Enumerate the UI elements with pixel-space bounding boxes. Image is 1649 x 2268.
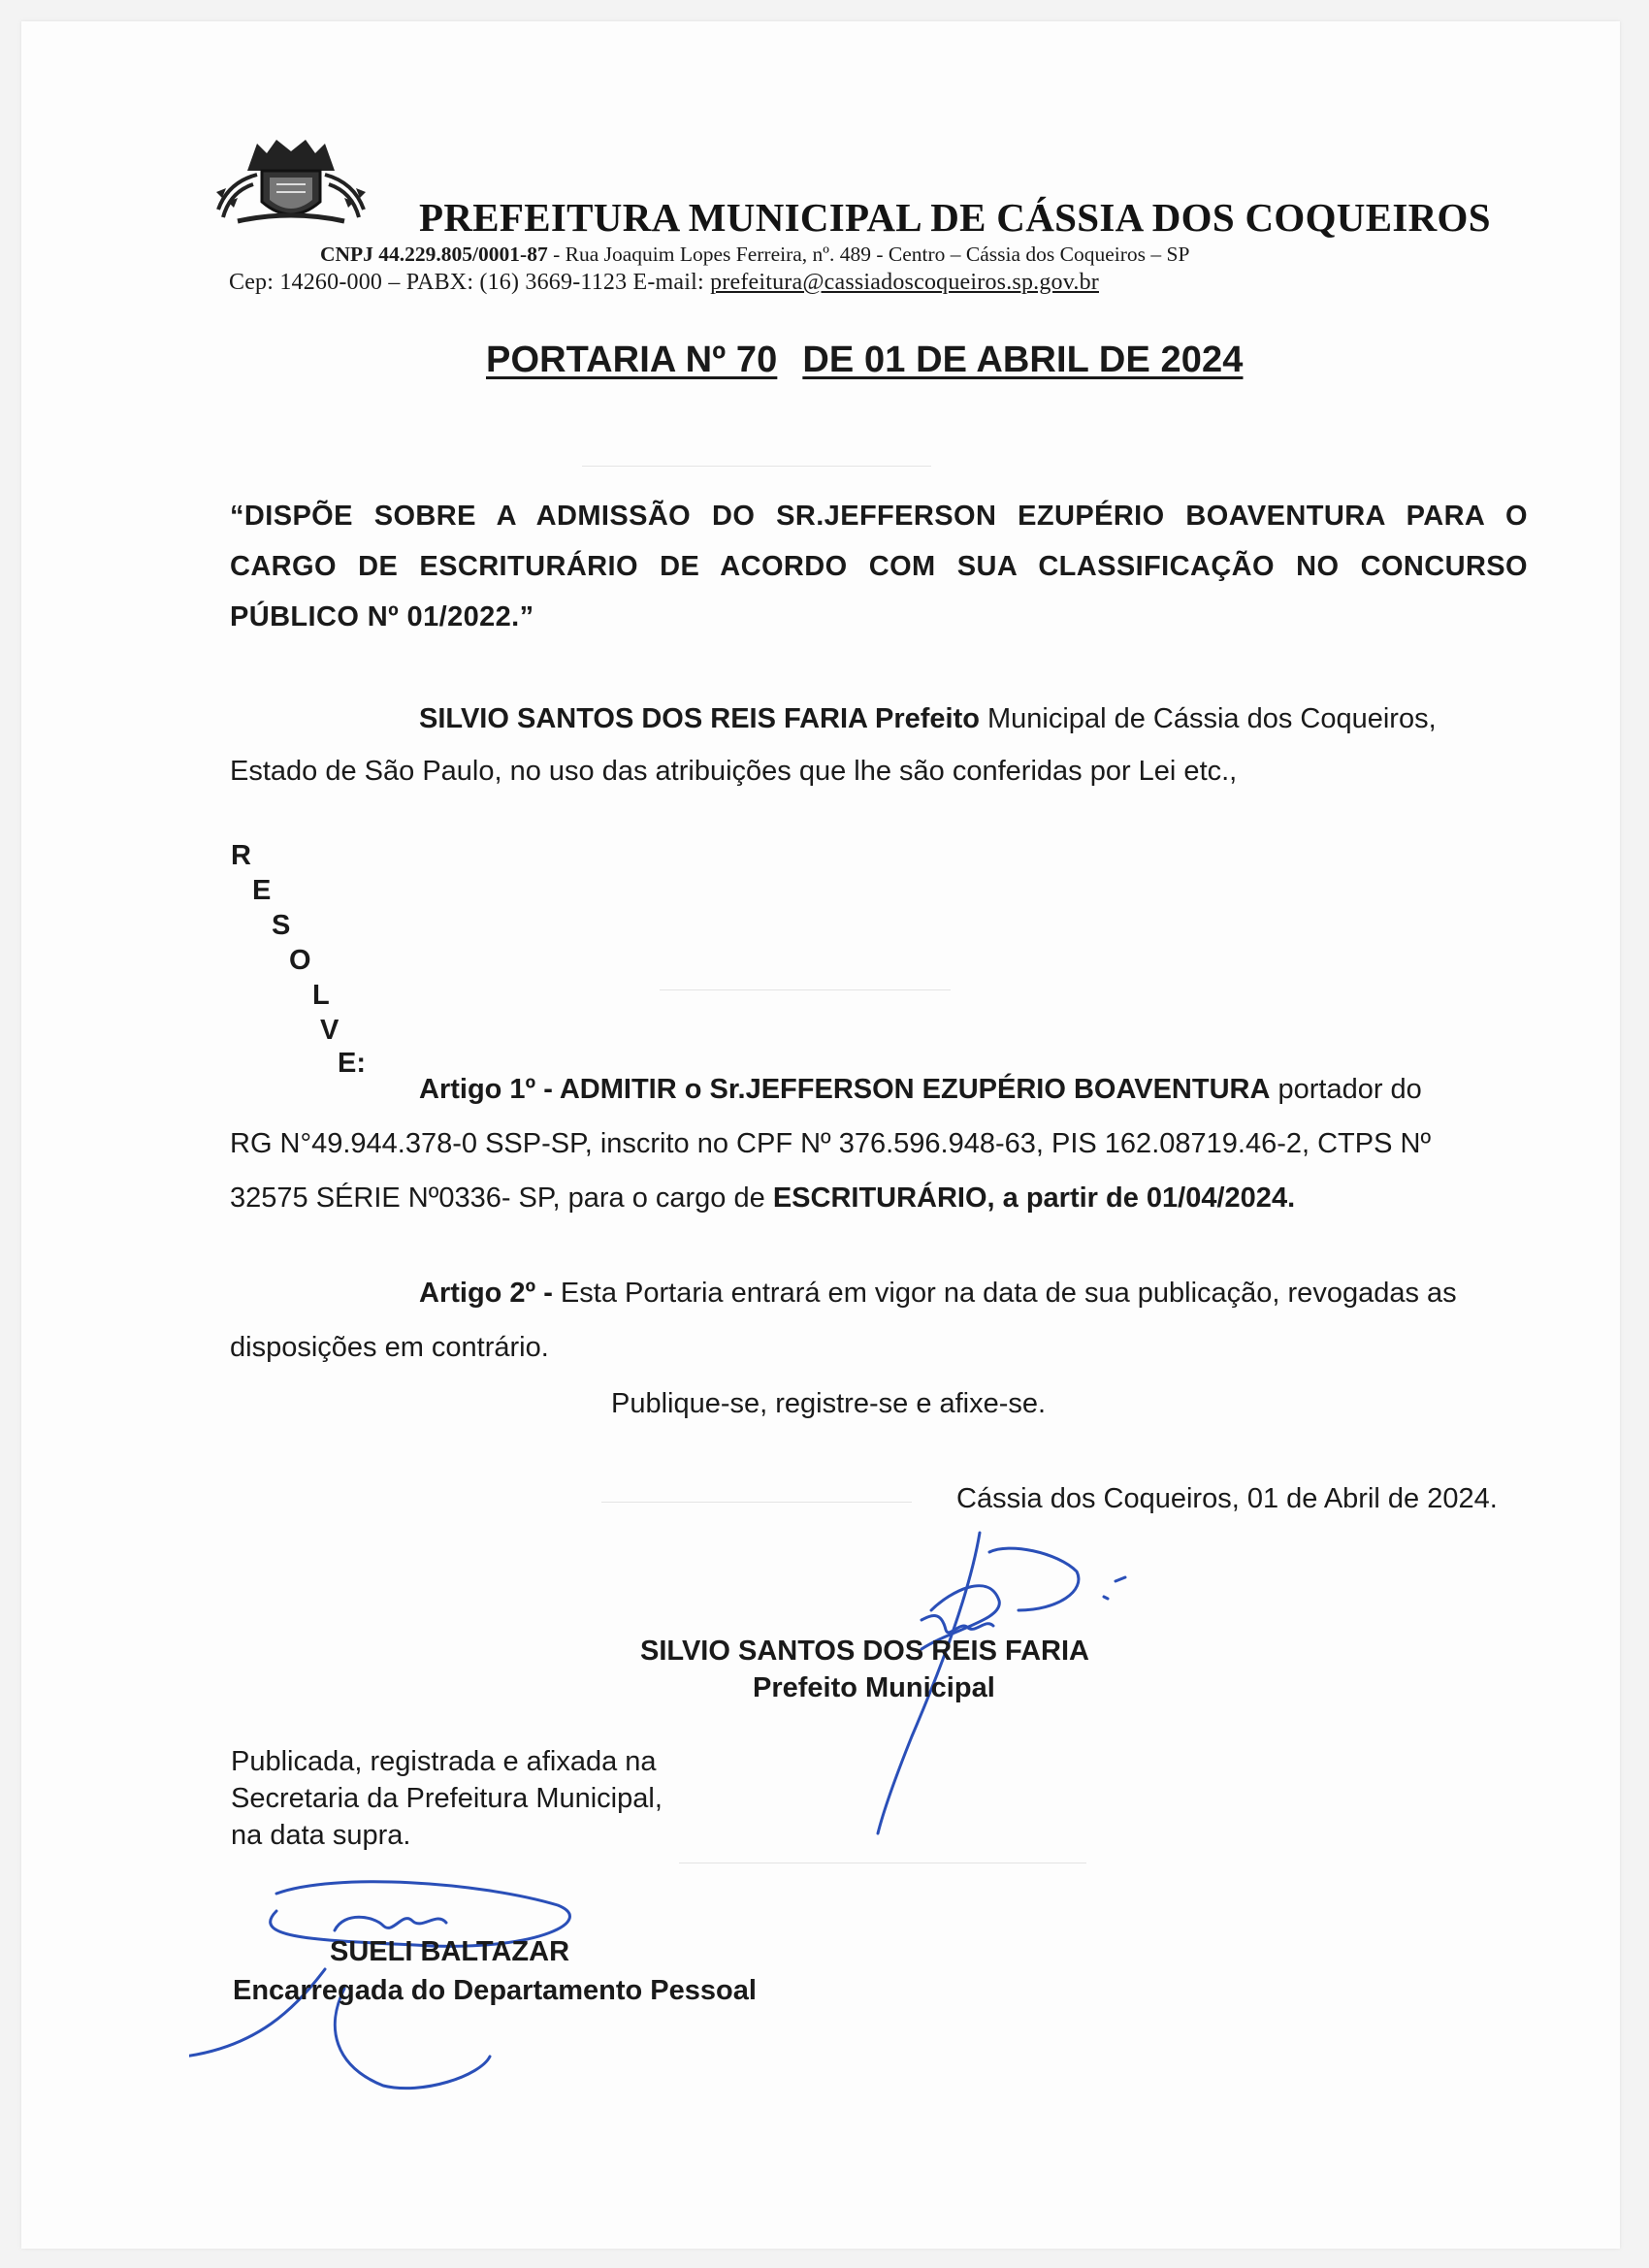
publique-line: Publique-se, registre-se e afixe-se. (611, 1388, 1047, 1419)
coat-of-arms-icon (209, 134, 373, 231)
cnpj-address-line (320, 243, 1189, 267)
ementa-block (230, 491, 1528, 642)
artigo-2-line-1 (419, 1267, 1457, 1319)
artigo-2-label: Artigo 2º - (419, 1278, 553, 1309)
mayor-role: Prefeito Municipal (753, 1672, 995, 1703)
preamble-text: Municipal de Cássia dos Coqueiros, (979, 703, 1437, 734)
portaria-date: DE 01 DE ABRIL DE 2024 (802, 340, 1244, 380)
resolve-letter: E: (338, 1048, 366, 1079)
email-link[interactable]: prefeitura@cassiadoscoqueiros.sp.gov.br (710, 270, 1099, 295)
artigo-1-line-2: RG N°49.944.378-0 SSP-SP, inscrito no CPF Nº 376.596.948-63, PIS 162.08719.46-2, CTPS Nº (230, 1128, 1432, 1159)
address-text: - Rua Joaquim Lopes Ferreira, nº. 489 - Centro – Cássia dos Coqueiros – SP (547, 243, 1190, 266)
artigo-2-text: Esta Portaria entrará em vigor na data de sua publicação, revogadas as (552, 1278, 1457, 1309)
scan-noise (660, 989, 951, 990)
portaria-title (486, 340, 1243, 381)
resolve-letter: V (320, 1015, 340, 1046)
municipality-title: PREFEITURA MUNICIPAL DE CÁSSIA DOS COQUEIROS (419, 195, 1491, 240)
artigo-1-line-3 (230, 1172, 1295, 1224)
ementa-line: “DISPÕE SOBRE A ADMISSÃO DO SR.JEFFERSON EZUPÉRIO BOAVENTURA PARA O (230, 501, 1528, 532)
resolve-letter: E (252, 875, 272, 906)
ementa-line: PÚBLICO Nº 01/2022.” (230, 601, 534, 632)
resolve-letter: R (231, 840, 251, 871)
ementa-line: CARGO DE ESCRITURÁRIO DE ACORDO COM SUA CLASSIFICAÇÃO NO CONCURSO (230, 551, 1528, 582)
artigo-1-label: Artigo 1º - ADMITIR o Sr.JEFFERSON EZUPÉRIO BOAVENTURA (419, 1074, 1271, 1105)
mayor-name: SILVIO SANTOS DOS REIS FARIA (640, 1636, 1089, 1667)
resolve-letter: O (289, 945, 311, 976)
artigo-1-text: portador do (1270, 1074, 1422, 1105)
resolve-letter: S (272, 910, 291, 941)
resolve-letter: L (312, 980, 330, 1011)
preamble-line-1 (419, 693, 1437, 745)
portaria-number: PORTARIA Nº 70 (486, 340, 778, 380)
contact-text: Cep: 14260-000 – PABX: (16) 3669-1123 E-mail: (229, 270, 711, 295)
scan-noise (582, 466, 931, 467)
publication-note-line: na data supra. (231, 1820, 411, 1851)
publication-note-line: Secretaria da Prefeitura Municipal, (231, 1783, 663, 1814)
cnpj-text: CNPJ 44.229.805/0001-87 (320, 243, 548, 266)
hr-name: SUELI BALTAZAR (330, 1936, 570, 1967)
mayor-name-inline: SILVIO SANTOS DOS REIS FARIA Prefeito (419, 703, 980, 734)
artigo-2-line-2: disposições em contrário. (230, 1332, 549, 1363)
publication-note-line: Publicada, registrada e afixada na (231, 1746, 657, 1777)
artigo-1-cargo: ESCRITURÁRIO, a partir de 01/04/2024. (772, 1183, 1296, 1214)
artigo-1-line-1 (419, 1063, 1422, 1116)
hr-role: Encarregada do Departamento Pessoal (233, 1975, 757, 2006)
scan-noise (601, 1502, 912, 1503)
preamble-line-2: Estado de São Paulo, no uso das atribuições que lhe são conferidas por Lei etc., (230, 756, 1238, 787)
contact-line (229, 270, 1099, 296)
place-date: Cássia dos Coqueiros, 01 de Abril de 2024. (956, 1483, 1498, 1514)
artigo-1-text: 32575 SÉRIE Nº0336- SP, para o cargo de (230, 1183, 773, 1214)
